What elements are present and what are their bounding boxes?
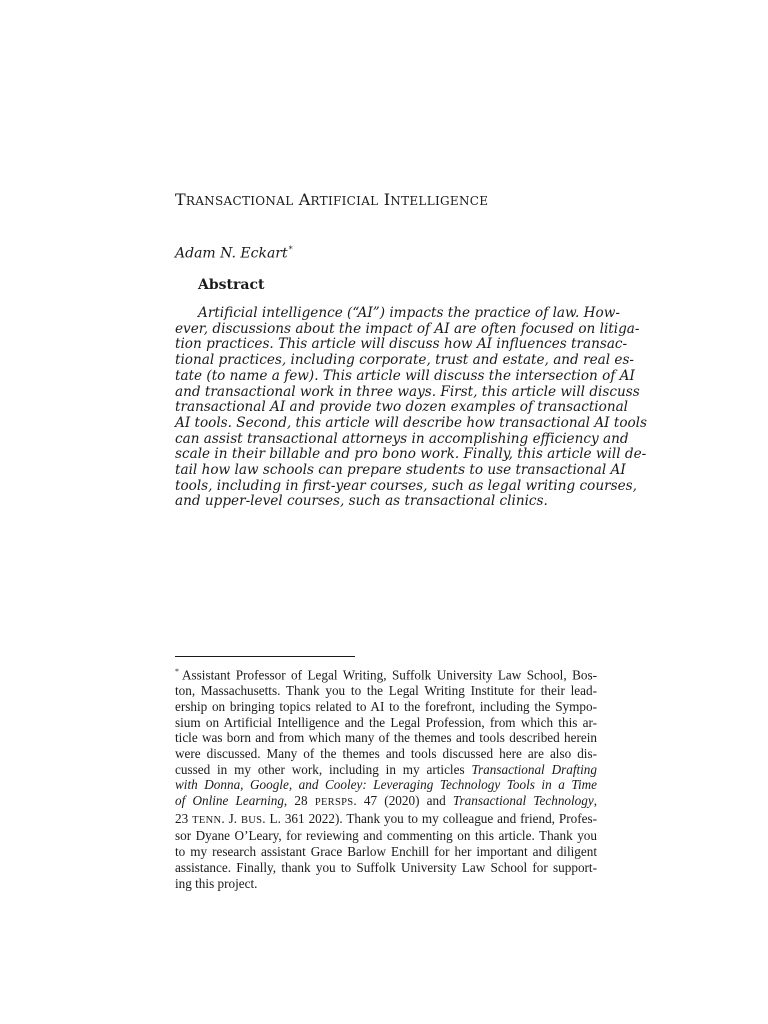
abstract-line: tional practices, including corporate, trust and estate, and real es-: [175, 352, 635, 369]
footnote-text: . L. 361 2022). Thank you to my colleague and friend, Profes-: [262, 810, 597, 826]
article-title: [175, 190, 595, 209]
abstract-heading: Abstract: [198, 277, 265, 293]
footnote-line: ing this project.: [175, 875, 258, 891]
footnote-text: , 28: [283, 793, 315, 809]
author-footnote-marker: *: [288, 245, 293, 254]
abstract-line: and transactional work in three ways. First, this article will discuss: [175, 383, 640, 400]
abstract-line: scale in their billable and pro bono work. Finally, this article will de-: [175, 446, 647, 463]
footnote-separator: [175, 656, 355, 657]
author-name: Adam N. Eckart: [175, 245, 288, 262]
abstract-line: transactional AI and provide two dozen examples of transactional: [175, 399, 629, 416]
footnote-text: cussed in my other work, including in my articles: [175, 761, 472, 777]
footnote-line: sor Dyane O’Leary, for reviewing and commenting on this article. Thank you: [175, 828, 597, 844]
footnote-marker: *: [175, 667, 179, 676]
footnote-line: [175, 762, 597, 778]
abstract-line: can assist transactional attorneys in accomplishing efficiency and: [175, 430, 629, 447]
footnote-line: assistance. Finally, thank you to Suffolk University Law School for support-: [175, 859, 597, 875]
abstract-line: tion practices. This article will discuss how AI influences transac-: [175, 336, 628, 353]
abstract-line: tail how law schools can prepare students to use transactional AI: [175, 462, 626, 479]
abstract-body: [175, 305, 648, 510]
cited-title: with Donna, Google, and Cooley: Leveraging Technology Tools in a Time: [175, 777, 597, 793]
cited-title: of Online Learning: [175, 793, 284, 809]
footnote-line: [175, 664, 597, 683]
footnote-line: sium on Artificial Intelligence and the Legal Profession, from which this ar-: [175, 714, 597, 730]
footnote-text: . 47 (2020) and: [353, 793, 453, 809]
author-line: [175, 245, 293, 262]
title-cap-2: A: [298, 190, 311, 209]
title-rest-1: RANSACTIONAL: [185, 194, 294, 208]
footnote-line: ton, Massachusetts. Thank you to the Legal Writing Institute for their lead-: [175, 683, 597, 699]
footnote-text: 23: [175, 810, 193, 826]
footnote-line: ticle was born and from which many of the themes and tools described herein: [175, 730, 597, 746]
footnote-line: ership on bringing topics related to AI to the forefront, including the Sympo-: [175, 698, 597, 714]
footnote-line: [175, 777, 597, 793]
abstract-line: ever, discussions about the impact of AI are often focused on litiga-: [175, 320, 640, 337]
journal-abbrev: TENN: [192, 814, 222, 826]
title-cap-1: T: [175, 190, 186, 209]
abstract-line: AI tools. Second, this article will describe how transactional AI tools: [175, 414, 648, 431]
abstract-line: tate (to name a few). This article will discuss the intersection of AI: [175, 367, 635, 384]
footnote-line: [175, 793, 597, 811]
footnote-text: . J.: [221, 810, 241, 826]
footnote-text: Assistant Professor of Legal Writing, Suffolk University Law School, Bos-: [182, 667, 597, 683]
footnote-line: [175, 811, 597, 829]
title-rest-3: NTELLIGENCE: [390, 194, 489, 208]
abstract-line: Artificial intelligence (“AI”) impacts the practice of law. How-: [198, 305, 620, 321]
author-footnote: [175, 664, 597, 891]
abstract-line: tools, including in first-year courses, such as legal writing courses,: [175, 477, 637, 494]
cited-title: Transactional Technology: [452, 793, 594, 809]
journal-abbrev: PERSPS: [314, 797, 354, 809]
journal-abbrev: BUS: [240, 814, 263, 826]
abstract-line: and upper-level courses, such as transactional clinics.: [175, 493, 548, 510]
footnote-line: were discussed. Many of the themes and tools discussed here are also dis-: [175, 745, 597, 761]
cited-title: Transactional Drafting: [471, 761, 597, 777]
footnote-line: to my research assistant Grace Barlow Enchill for her important and diligent: [175, 844, 597, 860]
title-rest-2: RTIFICIAL: [310, 194, 379, 208]
footnote-text: ,: [593, 793, 598, 809]
title-cap-3: I: [383, 190, 391, 209]
